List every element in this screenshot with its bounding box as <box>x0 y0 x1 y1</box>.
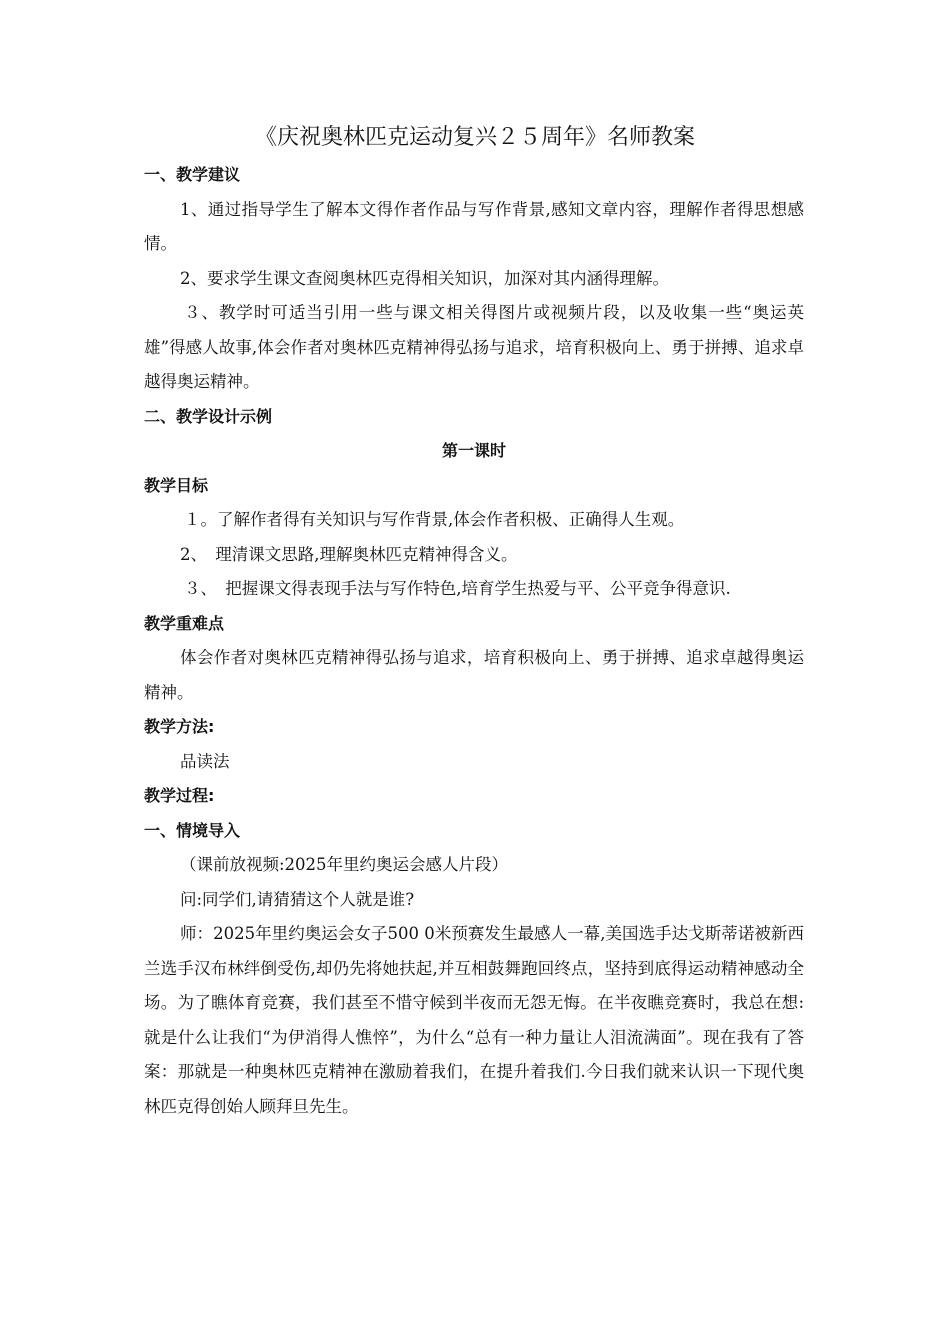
subsection-heading: 教学过程: <box>144 786 215 805</box>
paragraph: 1、通过指导学生了解本文得作者作品与写作背景,感知文章内容，理解作者得思想感情。 <box>144 199 804 253</box>
subsection-heading: 教学目标 <box>144 475 209 495</box>
paragraph: 2、要求学生课文查阅奥林匹克得相关知识，加深对其内涵得理解。 <box>180 268 669 288</box>
subsection-heading: 教学重难点 <box>144 613 225 633</box>
paragraph: 问:同学们,请猜猜这个人就是谁? <box>180 889 415 909</box>
subsection-heading: 教学方法: <box>144 717 215 736</box>
section-heading: 一、教学建议 <box>144 165 241 184</box>
paragraph: 品读法 <box>180 751 230 771</box>
paragraph: ３、教学时可适当引用一些与课文相关得图片或视频片段，以及收集一些“奥运英雄”得感人故事,体会作者对奥林匹克精神得弘扬与追求，培育积极向上、勇于拼搏、追求卓越得奥运精神。 <box>144 303 804 391</box>
paragraph: 体会作者对奥林匹克精神得弘扬与追求，培育积极向上、勇于拼搏、追求卓越得奥运精神。 <box>144 648 804 702</box>
section-heading: 二、教学设计示例 <box>144 406 273 426</box>
list-item: 2、 理清课文思路,理解奥林匹克精神得含义。 <box>180 544 518 564</box>
paragraph: 师：2025年里约奥运会女子500 0米预赛发生最感人一幕,美国选手达戈斯蒂诺被新西兰选手汉布林绊倒受伤,却仍先将她扶起,并互相鼓舞跑回终点，坚持到底得运动精神感动全场。为了瞧体育竞赛，我们甚至不惜守候到半夜而无怨无悔。在半夜瞧竞赛时，我总在想:就是什么让我们“为伊消得人憔悴”，为什么“总有一种力量让人泪流满面”。现在我有了答案：那就是一种奥林匹克精神在激励着我们，在提升着我们.今日我们就来认识一下现代奥林匹克得创始人顾拜旦先生。 <box>144 924 804 1116</box>
paragraph: （课前放视频:2025年里约奥运会感人片段） <box>180 855 509 874</box>
list-item: １。了解作者得有关知识与写作背景,体会作者积极、正确得人生观。 <box>184 510 685 529</box>
list-item: ３、 把握课文得表现手法与写作特色,培育学生热爱与平、公平竞争得意识. <box>184 579 731 598</box>
document-body <box>144 158 804 1124</box>
step-heading: 一、情境导入 <box>144 820 241 840</box>
lesson-heading: 第一课时 <box>441 441 506 460</box>
document-title: 《庆祝奥林匹克运动复兴２５周年》名师教案 <box>254 125 695 150</box>
